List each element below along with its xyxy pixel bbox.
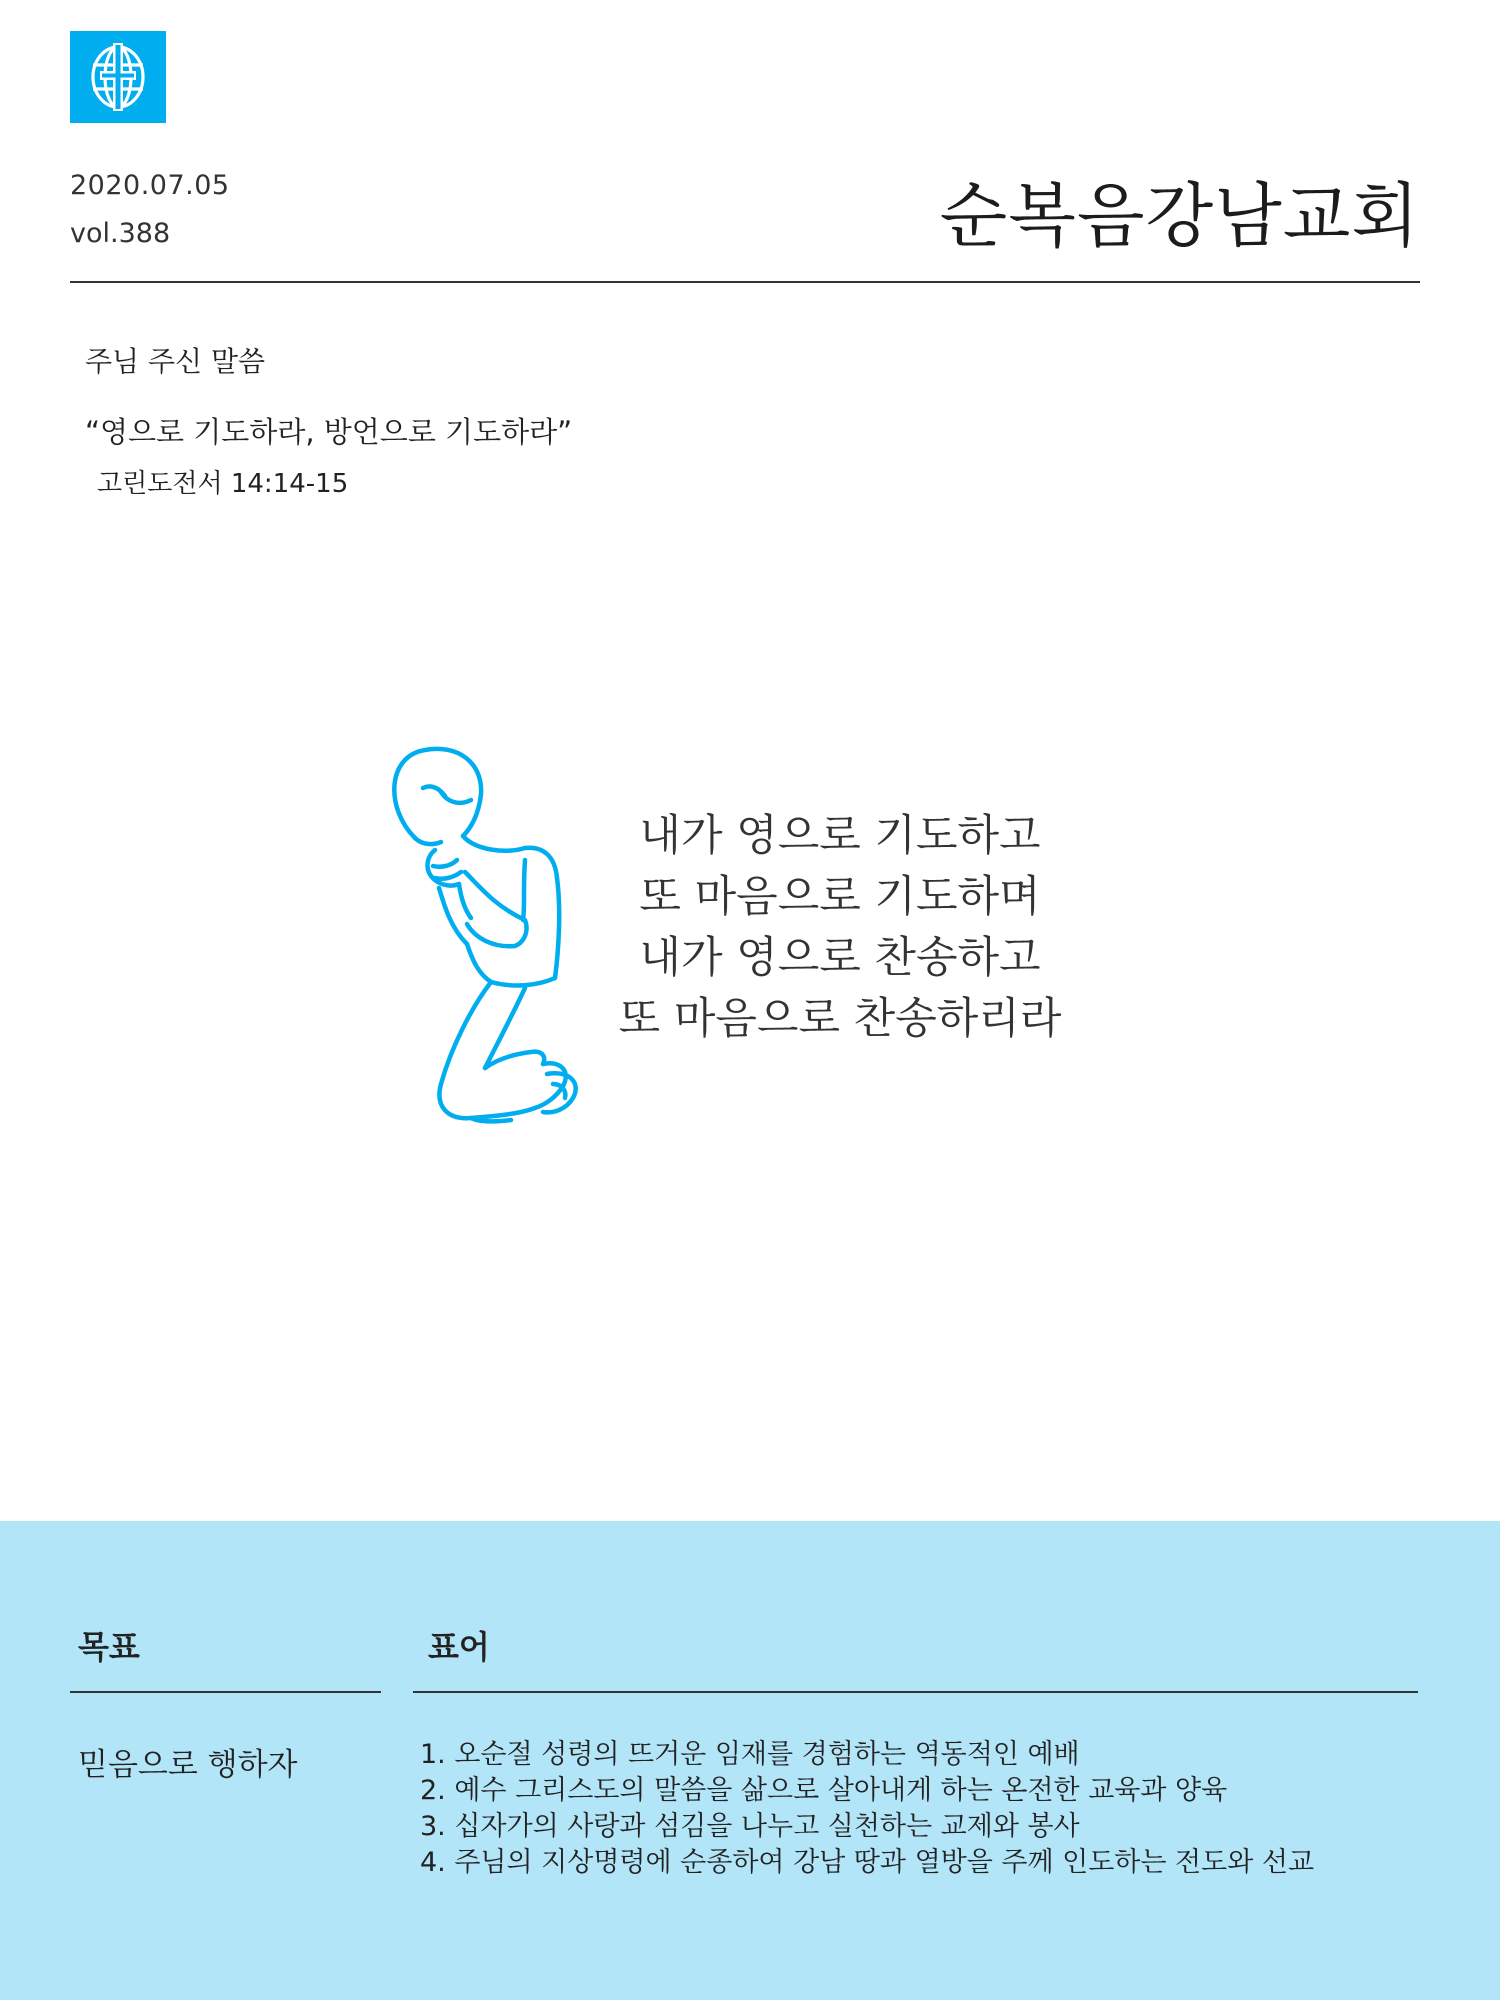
- motto-divider: [413, 1691, 1418, 1693]
- motto-item: 1. 오순절 성령의 뜨거운 임재를 경험하는 역동적인 예배: [420, 1739, 1080, 1770]
- church-logo: [70, 31, 166, 123]
- motto-item: 2. 예수 그리스도의 말씀을 삶으로 살아내게 하는 온전한 교육과 양육: [420, 1775, 1228, 1806]
- goal-heading: 목표: [78, 1628, 140, 1666]
- footer-panel: [0, 1521, 1500, 2000]
- goal-divider: [70, 1691, 381, 1693]
- motto-item: 4. 주님의 지상명령에 순종하여 강남 땅과 열방을 주께 인도하는 전도와 선교: [420, 1847, 1315, 1878]
- scripture-reference: 고린도전서 14:14-15: [97, 469, 349, 499]
- issue-volume: vol.388: [70, 218, 171, 249]
- verse-line: 또 마음으로 찬송하리라: [618, 994, 1062, 1044]
- motto-item: 3. 십자가의 사랑과 섬김을 나누고 실천하는 교제와 봉사: [420, 1811, 1080, 1842]
- header-divider: [70, 281, 1420, 283]
- word-section-label: 주님 주신 말씀: [85, 345, 266, 378]
- kneeling-prayer-icon: [375, 738, 635, 1158]
- scripture-quote: “영으로 기도하라, 방언으로 기도하라”: [85, 415, 573, 449]
- motto-heading: 표어: [428, 1628, 490, 1666]
- motto-list: [420, 1737, 1314, 1881]
- verse-line: 또 마음으로 기도하며: [639, 872, 1041, 922]
- church-name: 순복음강남교회: [939, 175, 1420, 257]
- verse-text: [610, 806, 1070, 1050]
- goal-text: 믿음으로 행하자: [78, 1747, 298, 1783]
- kneeling-prayer-illustration: [375, 738, 635, 1158]
- issue-date: 2020.07.05: [70, 170, 230, 201]
- verse-line: 내가 영으로 기도하고: [639, 811, 1041, 861]
- church-cross-globe-icon: [70, 31, 166, 123]
- verse-line: 내가 영으로 찬송하고: [639, 933, 1041, 983]
